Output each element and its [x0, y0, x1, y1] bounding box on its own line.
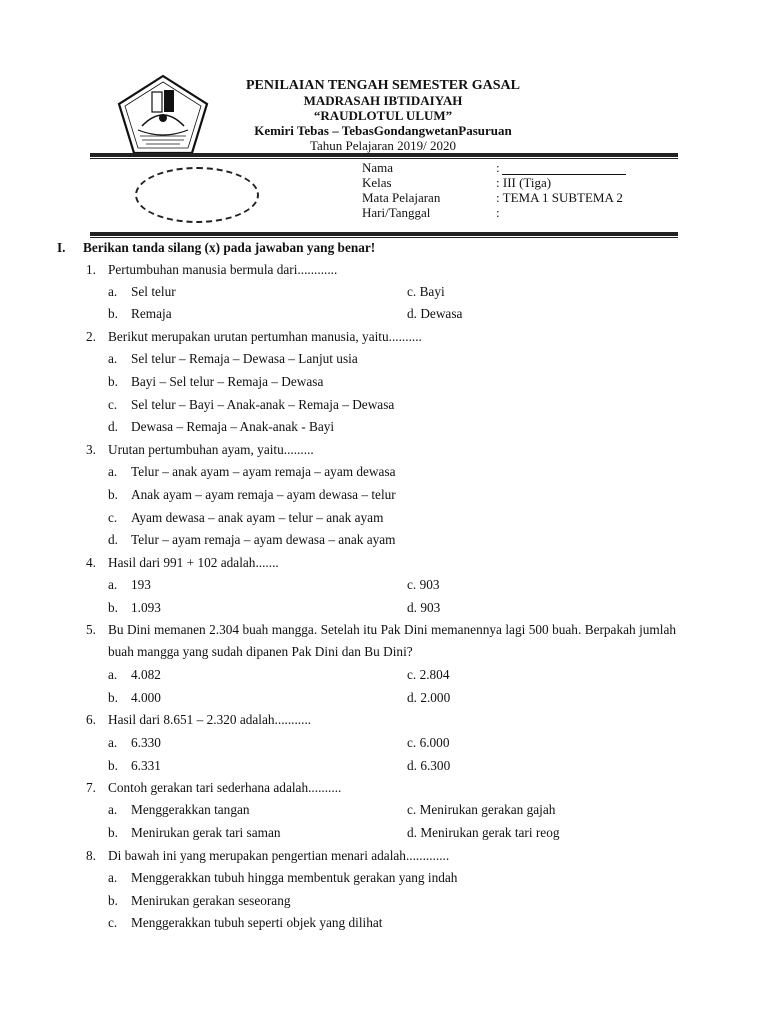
- question-number: 6.: [86, 712, 96, 727]
- student-identity: [362, 160, 682, 220]
- option-text: Menirukan gerakan gajah: [419, 802, 556, 817]
- identity-label: Hari/Tanggal: [362, 205, 431, 220]
- name-blank-line[interactable]: [502, 162, 626, 175]
- option-letter: d.: [407, 600, 417, 615]
- option-letter: d.: [108, 419, 118, 434]
- option-text: Menggerakkan tubuh hingga membentuk gerakan yang indah: [131, 870, 458, 885]
- option-letter: b.: [108, 487, 118, 502]
- option-text: Menggerakkan tubuh seperti objek yang dilihat: [131, 915, 383, 930]
- option-letter: a.: [108, 464, 118, 479]
- option-letter: b.: [108, 600, 118, 615]
- option-letter: a.: [108, 667, 118, 682]
- option-letter: a.: [108, 870, 118, 885]
- option-text: 4.000: [131, 690, 161, 705]
- answer-option[interactable]: [407, 281, 445, 303]
- option-text: 6.331: [131, 758, 161, 773]
- section-instruction: Berikan tanda silang (x) pada jawaban yang benar!: [83, 240, 376, 255]
- question-text: Bu Dini memanen 2.304 buah mangga. Setelah itu Pak Dini memanennya lagi 500 buah. Berpakah jumlah buah mangga yang sudah dipanen Pak Dini dan Bu Dini?: [108, 622, 676, 659]
- question-number: 7.: [86, 780, 96, 795]
- option-text: 2.000: [420, 690, 451, 705]
- question-text: Berikut merupakan urutan pertumhan manusia, yaitu..........: [108, 329, 422, 344]
- option-letter: c.: [108, 397, 118, 412]
- option-letter: d.: [407, 758, 417, 773]
- question-number: 4.: [86, 555, 96, 570]
- option-text: Sel telur: [131, 284, 176, 299]
- answer-option[interactable]: [407, 303, 462, 325]
- option-letter: b.: [108, 758, 118, 773]
- option-text: 903: [420, 600, 441, 615]
- option-text: 193: [131, 577, 151, 592]
- identity-label: Kelas: [362, 175, 392, 190]
- option-text: Dewasa: [420, 306, 463, 321]
- school-type: MADRASAH IBTIDAIYAH: [303, 93, 463, 108]
- option-letter: a.: [108, 735, 118, 750]
- answer-option[interactable]: [407, 799, 555, 821]
- option-letter: b.: [108, 690, 118, 705]
- answer-option[interactable]: [407, 687, 450, 709]
- option-letter: d.: [108, 532, 118, 547]
- answer-option[interactable]: [407, 822, 560, 844]
- option-letter: c.: [108, 510, 118, 525]
- option-text: 2.804: [419, 667, 450, 682]
- question-text: Contoh gerakan tari sederhana adalah..........: [108, 780, 342, 795]
- option-text: Bayi: [419, 284, 445, 299]
- header-divider: [90, 153, 678, 157]
- option-letter: b.: [108, 893, 118, 908]
- answer-option[interactable]: [407, 732, 449, 754]
- option-text: Menggerakkan tangan: [131, 802, 250, 817]
- question-text: Di bawah ini yang merupakan pengertian menari adalah.............: [108, 848, 450, 863]
- school-address: Kemiri Tebas – TebasGondangwetanPasuruan: [254, 123, 512, 138]
- option-letter: b.: [108, 306, 118, 321]
- option-letter: c.: [407, 577, 417, 592]
- question-number: 1.: [86, 262, 96, 277]
- option-letter: b.: [108, 825, 118, 840]
- question-text: Urutan pertumbuhan ayam, yaitu.........: [108, 442, 314, 457]
- section-number: I.: [57, 240, 66, 255]
- photo-placeholder: [135, 167, 259, 223]
- option-letter: d.: [407, 306, 417, 321]
- identity-row: [362, 190, 682, 205]
- option-letter: a.: [108, 802, 118, 817]
- answer-option[interactable]: [407, 597, 440, 619]
- school-name: “RAUDLOTUL ULUM”: [313, 108, 453, 123]
- identity-divider-thin: [90, 237, 678, 238]
- identity-value: :: [496, 160, 500, 175]
- option-text: Telur – anak ayam – ayam remaja – ayam dewasa: [131, 464, 396, 479]
- academic-year: Tahun Pelajaran 2019/ 2020: [309, 138, 457, 153]
- option-text: 6.330: [131, 735, 161, 750]
- option-text: Dewasa – Remaja – Anak-anak - Bayi: [131, 419, 335, 434]
- option-letter: c.: [407, 667, 417, 682]
- answer-option[interactable]: [407, 755, 450, 777]
- option-text: Telur – ayam remaja – ayam dewasa – anak ayam: [131, 532, 396, 547]
- header-divider-thin: [90, 158, 678, 159]
- option-text: Ayam dewasa – anak ayam – telur – anak ayam: [131, 510, 384, 525]
- identity-label: Mata Pelajaran: [362, 190, 441, 205]
- option-letter: a.: [108, 284, 118, 299]
- school-logo: [116, 74, 210, 156]
- exam-header: [200, 78, 566, 153]
- identity-row: [362, 175, 682, 190]
- option-letter: d.: [407, 690, 417, 705]
- question-number: 5.: [86, 622, 96, 637]
- option-text: Remaja: [131, 306, 172, 321]
- question-number: 3.: [86, 442, 96, 457]
- exam-title: PENILAIAN TENGAH SEMESTER GASAL: [246, 78, 520, 93]
- option-text: 4.082: [131, 667, 161, 682]
- identity-row: [362, 205, 682, 220]
- option-text: Sel telur – Remaja – Dewasa – Lanjut usia: [131, 351, 358, 366]
- option-text: 6.000: [419, 735, 450, 750]
- question-text: Hasil dari 8.651 – 2.320 adalah...........: [108, 712, 312, 727]
- question-number: 8.: [86, 848, 96, 863]
- identity-value: :: [496, 205, 500, 220]
- option-text: Menirukan gerakan seseorang: [131, 893, 291, 908]
- option-letter: c.: [407, 802, 417, 817]
- option-text: 903: [419, 577, 440, 592]
- answer-option[interactable]: [407, 574, 440, 596]
- identity-divider: [90, 232, 678, 236]
- question-text: Pertumbuhan manusia bermula dari............: [108, 262, 338, 277]
- identity-value: : TEMA 1 SUBTEMA 2: [496, 190, 623, 205]
- option-text: Sel telur – Bayi – Anak-anak – Remaja – Dewasa: [131, 397, 395, 412]
- option-text: Anak ayam – ayam remaja – ayam dewasa – telur: [131, 487, 396, 502]
- option-letter: a.: [108, 351, 118, 366]
- option-letter: c.: [407, 284, 417, 299]
- question-number: 2.: [86, 329, 96, 344]
- option-text: 1.093: [131, 600, 161, 615]
- identity-row: [362, 160, 682, 175]
- question-text: Hasil dari 991 + 102 adalah.......: [108, 555, 279, 570]
- option-letter: c.: [108, 915, 118, 930]
- option-letter: c.: [407, 735, 417, 750]
- option-text: Menirukan gerak tari reog: [420, 825, 560, 840]
- option-letter: d.: [407, 825, 417, 840]
- option-text: 6.300: [420, 758, 451, 773]
- option-letter: b.: [108, 374, 118, 389]
- option-text: Bayi – Sel telur – Remaja – Dewasa: [131, 374, 324, 389]
- option-text: Menirukan gerak tari saman: [131, 825, 281, 840]
- option-letter: a.: [108, 577, 118, 592]
- answer-option[interactable]: [407, 664, 449, 686]
- identity-value: : III (Tiga): [496, 175, 552, 190]
- identity-label: Nama: [362, 160, 394, 175]
